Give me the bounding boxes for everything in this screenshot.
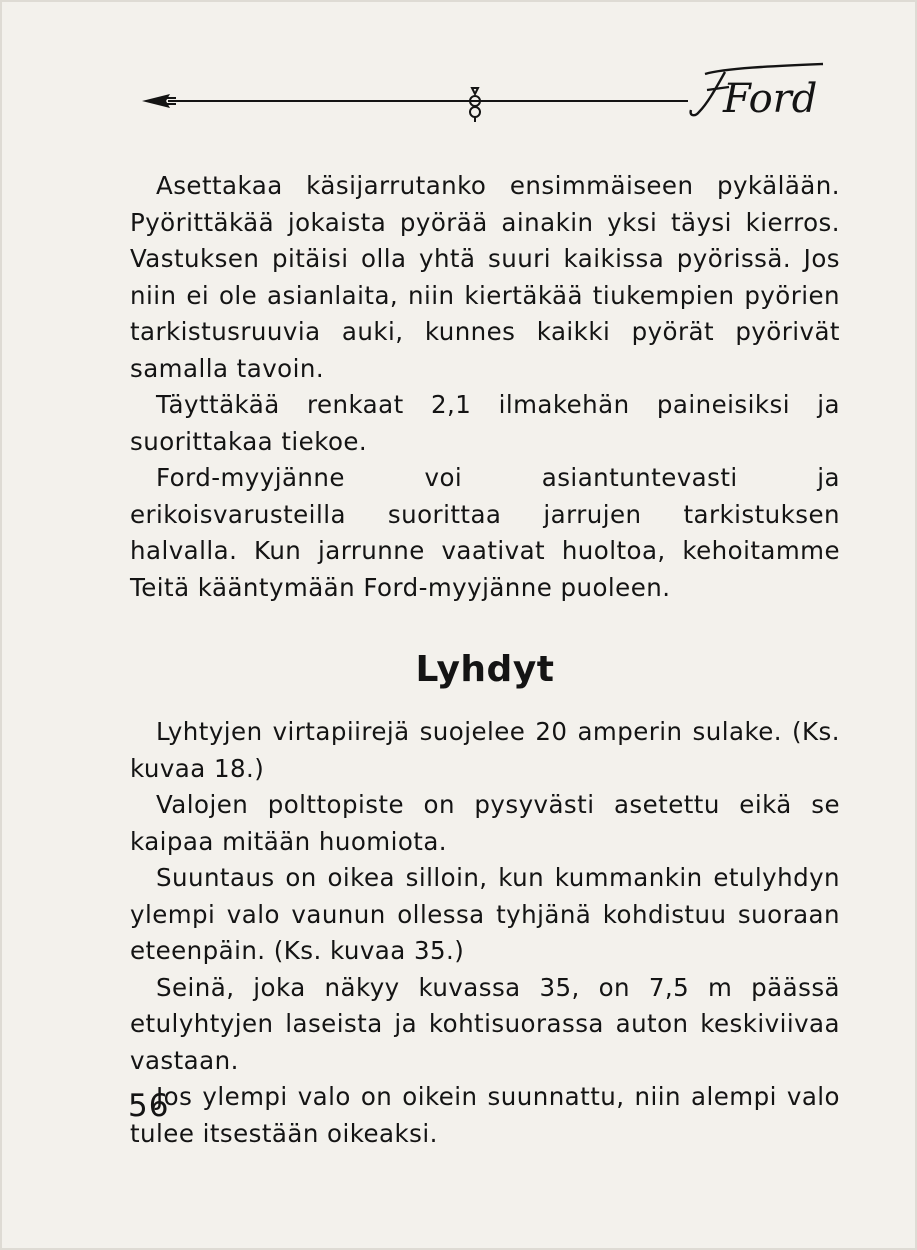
page-number: 56 — [128, 1088, 170, 1124]
paragraph-low-beam: Jos ylempi valo on oikein suunnattu, niin alempi valo tulee itsestään oikeaksi. — [130, 1082, 840, 1148]
paragraph-wall: Seinä, joka näkyy kuvassa 35, on 7,5 m päässä etulyhtyjen laseista ja kohtisuorassa auton keskiviivaa vastaan. — [130, 972, 840, 1075]
ford-script-logo — [685, 60, 825, 130]
section-title: Lyhdyt — [415, 649, 555, 690]
paragraph-fuse: Lyhtyjen virtapiirejä suojelee 20 amperin sulake. (Ks. kuvaa 18.) — [130, 717, 840, 783]
paragraph-handbrake: Asettakaa käsijarrutanko ensimmäiseen pykälään. Pyörittäkää jokaista pyörää ainakin yksi täysi kierros. Vastuksen pitäisi olla yhtä suuri kaikissa pyörissä. Jos niin ei ole asianlaita, niin kiertäkää tiukempien pyörien tarkistusruuvia auki, kunnes kaikki pyörät pyörivät samalla tavoin. — [130, 171, 840, 383]
main-text — [130, 168, 840, 1152]
svg-text:Ford: Ford — [723, 76, 818, 122]
page-header — [140, 60, 840, 130]
paragraph-tyres: Täyttäkää renkaat 2,1 ilmakehän paineisiksi ja suorittakaa tiekoe. — [130, 390, 840, 456]
paragraph-focus: Valojen polttopiste on pysyvästi asetettu eikä se kaipaa mitään huomiota. — [130, 790, 840, 856]
paragraph-aim: Suuntaus on oikea silloin, kun kummankin etulyhdyn ylempi valo vaunun ollessa tyhjänä kohdistuu suoraan eteenpäin. (Ks. kuvaa 35.) — [130, 863, 840, 965]
paragraph-dealer: Ford-myyjänne voi asiantuntevasti ja erikoisvarusteilla suorittaa jarrujen tarkistuksen halvalla. Kun jarrunne vaativat huoltoa, kehoitamme Teitä kääntymään Ford-myyjänne puoleen. — [130, 463, 840, 602]
